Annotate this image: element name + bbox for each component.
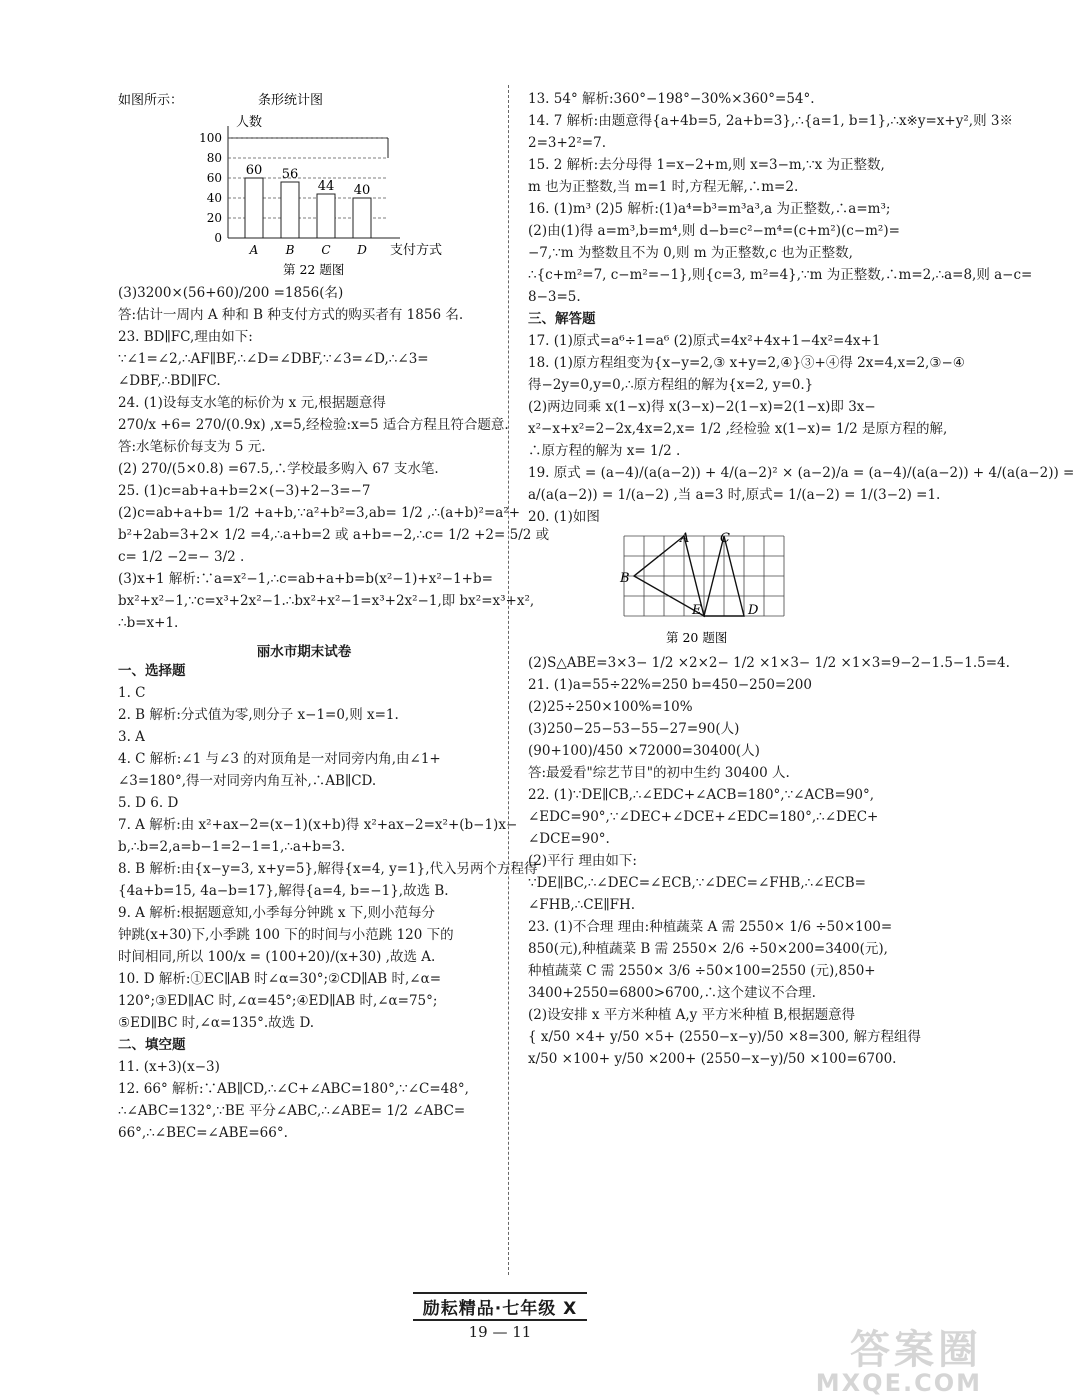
text-line: 15. 2 解析:去分母得 1=x−2+m,则 x=3−m,∵x 为正整数, <box>528 157 885 173</box>
text-line: 18. (1)原方程组变为{x−y=2,③ x+y=2,④}③+④得 2x=4,x=2,③−④ <box>528 355 965 371</box>
watermark-url: MXQE.COM <box>815 1369 982 1397</box>
text-line: (2)由(1)得 a=m³,b=m⁴,则 d−b=c²−m⁴=(c+m²)(c−m²)= <box>528 223 900 239</box>
text-line: 270/x +6= 270/(0.9x) ,x=5,经检验:x=5 适合方程且符合题意. <box>118 417 509 433</box>
chart-intro: 如图所示： <box>118 93 184 108</box>
fill-answers-13-16 <box>528 88 1033 308</box>
y-tick-label: 60 <box>206 171 222 185</box>
text-line: 时间相同,所以 100/x = (100+20)/(x+30) ,故选 A. <box>118 949 436 965</box>
text-line: ∵DE∥BC,∴∠DEC=∠ECB,∵∠DEC=∠FHB,∴∠ECB= <box>528 875 866 891</box>
text-line: 20. (1)如图 <box>528 509 600 525</box>
y-tick-label: 80 <box>206 151 222 165</box>
x-axis-label: 支付方式 <box>390 243 443 258</box>
point-label: A <box>680 531 690 546</box>
text-line: 9. A 解析:根据题意知,小季每分钟跳 x 下,则小范每分 <box>118 905 436 921</box>
text-line: −7,∵m 为整数且不为 0,则 m 为正整数,c 也为正整数, <box>528 245 853 261</box>
text-line: 12. 66° 解析:∵AB∥CD,∴∠C+∠ABC=180°,∵∠C=48°, <box>118 1081 469 1097</box>
x-tick-label: C <box>321 243 331 257</box>
text-line: (90+100)/450 ×72000=30400(人) <box>528 743 760 759</box>
x-tick-label: B <box>285 243 295 257</box>
point-label: D <box>748 603 759 618</box>
text-line: { x/50 ×4+ y/50 ×5+ (2550−x−y)/50 ×8=300, 解方程组得 <box>528 1029 921 1045</box>
point-label: B <box>620 571 630 586</box>
left-column <box>118 88 550 1144</box>
text-line: (2)两边同乘 x(1−x)得 x(3−x)−2(1−x)=2(1−x)即 3x− <box>528 399 876 415</box>
text-line: 8. B 解析:由{x−y=3, x+y=5},解得{x=4, y=1},代入另两个方程得 <box>118 861 538 877</box>
text-line: bx²+x²−1,∵c=x³+2x²−1.∴bx²+x²−1=x³+2x²−1,即 bx²=x³+x², <box>118 593 535 609</box>
text-line: 种植蔬菜 C 需 2550× 3/6 ÷50×100=2550 (元),850+ <box>528 963 876 979</box>
text-line: 7. A 解析:由 x²+ax−2=(x−1)(x+b)得 x²+ax−2=x²+(b−1)x− <box>118 817 518 833</box>
text-line: 23. BD∥FC,理由如下: <box>118 329 253 345</box>
text-line: 1. C <box>118 685 146 701</box>
fill-answers-11-12 <box>118 1056 490 1144</box>
text-line: ∴{c+m²=7, c−m²=−1},则{c=3, m²=4},∵m 为正整数,∴m=2,∴a=8,则 a−c= <box>528 267 1033 283</box>
text-line: 5. D 6. D <box>118 795 179 811</box>
text-line: 2=3+2²=7. <box>528 135 606 151</box>
x-tick-label: A <box>249 243 259 257</box>
text-line: 66°,∴∠BEC=∠ABE=66°. <box>118 1125 288 1141</box>
section-solve-title: 三、解答题 <box>528 311 596 327</box>
footer-title: 励耘精品·七年级 X <box>413 1292 587 1321</box>
text-line: 850(元),种植蔬菜 B 需 2550× 2/6 ÷50×200=3400(元), <box>528 941 888 957</box>
text-line: 4. C 解析:∠1 与∠3 的对顶角是一对同旁内角,由∠1+ <box>118 751 441 767</box>
bar-value-label: 44 <box>317 179 335 194</box>
watermark <box>816 1318 982 1397</box>
text-line: ∠DCE=90°. <box>528 831 610 847</box>
text-line: (2) 270/(5×0.8) =67.5,∴学校最多购入 67 支水笔. <box>118 461 439 477</box>
text-line: 3. A <box>118 729 145 745</box>
solve-answers-20-23 <box>528 652 1010 1070</box>
text-line: 答:估计一周内 A 种和 B 种支付方式的购买者有 1856 名. <box>118 307 464 323</box>
point-label: E <box>692 603 702 618</box>
bar-chart <box>118 90 490 280</box>
y-tick-label: 0 <box>214 231 222 245</box>
section-choice-title: 一、选择题 <box>118 663 186 679</box>
y-tick-label: 40 <box>206 191 222 205</box>
column-divider <box>508 85 509 1275</box>
text-line: 21. (1)a=55÷22%=250 b=450−250=200 <box>528 677 812 693</box>
text-line: 11. (x+3)(x−3) <box>118 1059 220 1075</box>
text-line: 得−2y=0,y=0,∴原方程组的解为{x=2, y=0.} <box>528 377 814 393</box>
text-line: m 也为正整数,当 m=1 时,方程无解,∴m=2. <box>528 179 799 195</box>
watermark-logo: 答案圈 <box>850 1327 982 1373</box>
text-line: {4a+b=15, 4a−b=17},解得{a=4, b=−1},故选 B. <box>118 883 449 899</box>
y-tick-label: 20 <box>206 211 222 225</box>
text-line: b²+2ab=3+2× 1/2 =4,∴a+b=2 或 a+b=−2,∴c= 1/2 +2= 5/2 或 <box>118 527 550 543</box>
right-column <box>528 88 1074 1070</box>
text-line: (2)25÷250×100%=10% <box>528 699 693 715</box>
text-line: ∠FHB,∴CE∥FH. <box>528 897 636 913</box>
text-line: ∴原方程的解为 x= 1/2 . <box>528 443 681 459</box>
text-line: ∠DBF,∴BD∥FC. <box>118 373 221 389</box>
text-line: 10. D 解析:①EC∥AB 时∠α=30°;②CD∥AB 时,∠α= <box>118 971 442 987</box>
point-label: C <box>720 531 730 546</box>
bar <box>281 182 299 238</box>
text-line: 19. 原式 = (a−4)/(a(a−2)) + 4/(a−2)² × (a−2)/a = (a−4)/(a(a−2)) + 4/(a(a−2)) = <box>528 465 1074 481</box>
text-line: 24. (1)设每支水笔的标价为 x 元,根据题意得 <box>118 395 386 411</box>
text-line: ∴b=x+1. <box>118 615 179 631</box>
text-line: 钟跳(x+30)下,小季跳 100 下的时间与小范跳 120 下的 <box>118 927 454 943</box>
text-line: 8−3=5. <box>528 289 581 305</box>
text-line: x²−x+x²=2−2x,4x=2,x= 1/2 ,经检验 x(1−x)= 1/2 是原方程的解, <box>528 421 948 437</box>
chart-title: 条形统计图 <box>258 93 324 108</box>
text-line: 22. (1)∵DE∥CB,∴∠EDC+∠ACB=180°,∵∠ACB=90°, <box>528 787 875 803</box>
text-line: 2. B 解析:分式值为零,则分子 x−1=0,则 x=1. <box>118 707 399 723</box>
text-line: (3)3200×(56+60)/200 =1856(名) <box>118 285 344 301</box>
text-line: ∠EDC=90°,∵∠DEC+∠DCE+∠EDC=180°,∴∠DEC+ <box>528 809 879 825</box>
exam-title: 丽水市期末试卷 <box>256 644 352 660</box>
text-line: 14. 7 解析:由题意得{a+4b=5, 2a+b=3},∴{a=1, b=1},∴x※y=x+y²,则 3※ <box>528 113 1013 129</box>
text-line: 17. (1)原式=a⁶÷1=a⁶ (2)原式=4x²+4x+1−4x²=4x+1 <box>528 333 881 349</box>
text-line: (3)x+1 解析:∵a=x²−1,∴c=ab+a+b=b(x²−1)+x²−1+b= <box>118 571 493 587</box>
text-line: c= 1/2 −2=− 3/2 . <box>118 549 245 565</box>
y-axis-label: 人数 <box>236 115 263 130</box>
bar-value-label: 56 <box>281 167 299 182</box>
solve-answers-17-20 <box>528 330 1074 528</box>
section-fill-title: 二、填空题 <box>118 1037 186 1053</box>
text-line: 3400+2550=6800>6700,∴这个建议不合理. <box>528 985 816 1001</box>
text-line: ∴∠ABC=132°,∵BE 平分∠ABC,∴∠ABE= 1/2 ∠ABC= <box>118 1103 466 1119</box>
text-line: (2)平行 理由如下: <box>528 853 637 869</box>
text-line: 25. (1)c=ab+a+b=2×(−3)+2−3=−7 <box>118 483 371 499</box>
text-line: (2)S△ABE=3×3− 1/2 ×2×2− 1/2 ×1×3− 1/2 ×1×3=9−2−1.5−1.5=4. <box>528 655 1010 671</box>
text-line: b,∴b=2,a=b−1=2−1=1,∴a+b=3. <box>118 839 346 855</box>
text-line: x/50 ×100+ y/50 ×200+ (2550−x−y)/50 ×100=6700. <box>528 1051 897 1067</box>
text-line: 答:最爱看"综艺节目"的初中生约 30400 人. <box>528 765 790 781</box>
text-line: 23. (1)不合理 理由:种植蔬菜 A 需 2550× 1/6 ÷50×100= <box>528 919 893 935</box>
text-line: 120°;③ED∥AC 时,∠α=45°;④ED∥AB 时,∠α=75°; <box>118 993 438 1009</box>
text-line: (2)c=ab+a+b= 1/2 +a+b,∵a²+b²=3,ab= 1/2 ,∴(a+b)²=a²+ <box>118 505 521 521</box>
y-tick-label: 100 <box>199 131 222 145</box>
x-tick-label: D <box>357 243 367 257</box>
chart-caption: 第 22 题图 <box>283 262 345 277</box>
text-line: 13. 54° 解析:360°−198°−30%×360°=54°. <box>528 91 815 107</box>
page-number: 19 — 11 <box>468 1323 532 1341</box>
grid-figure <box>528 530 920 650</box>
grid-caption: 第 20 题图 <box>666 630 728 645</box>
answers-22-25 <box>118 282 550 634</box>
text-line: ⑤ED∥BC 时,∠α=135°.故选 D. <box>118 1015 315 1031</box>
text-line: ∵∠1=∠2,∴AF∥BF,∴∠D=∠DBF,∵∠3=∠D,∴∠3= <box>118 351 429 367</box>
text-line: 答:水笔标价每支为 5 元. <box>118 439 266 455</box>
text-line: ∠3=180°,得一对同旁内角互补,∴AB∥CD. <box>118 773 377 789</box>
choice-answers <box>118 682 538 1034</box>
text-line: 16. (1)m³ (2)5 解析:(1)a⁴=b³=m³a³,a 为正整数,∴a=m³; <box>528 201 891 217</box>
bar-value-label: 40 <box>353 183 371 198</box>
text-line: a/(a(a−2)) = 1/(a−2) ,当 a=3 时,原式= 1/(a−2) = 1/(3−2) =1. <box>528 487 941 503</box>
text-line: (3)250−25−53−55−27=90(人) <box>528 721 740 737</box>
text-line: (2)设安排 x 平方米种植 A,y 平方米种植 B,根据题意得 <box>528 1007 856 1023</box>
bar <box>317 194 335 238</box>
bar-value-label: 60 <box>245 163 263 178</box>
bar <box>245 178 263 238</box>
bar <box>353 198 371 238</box>
